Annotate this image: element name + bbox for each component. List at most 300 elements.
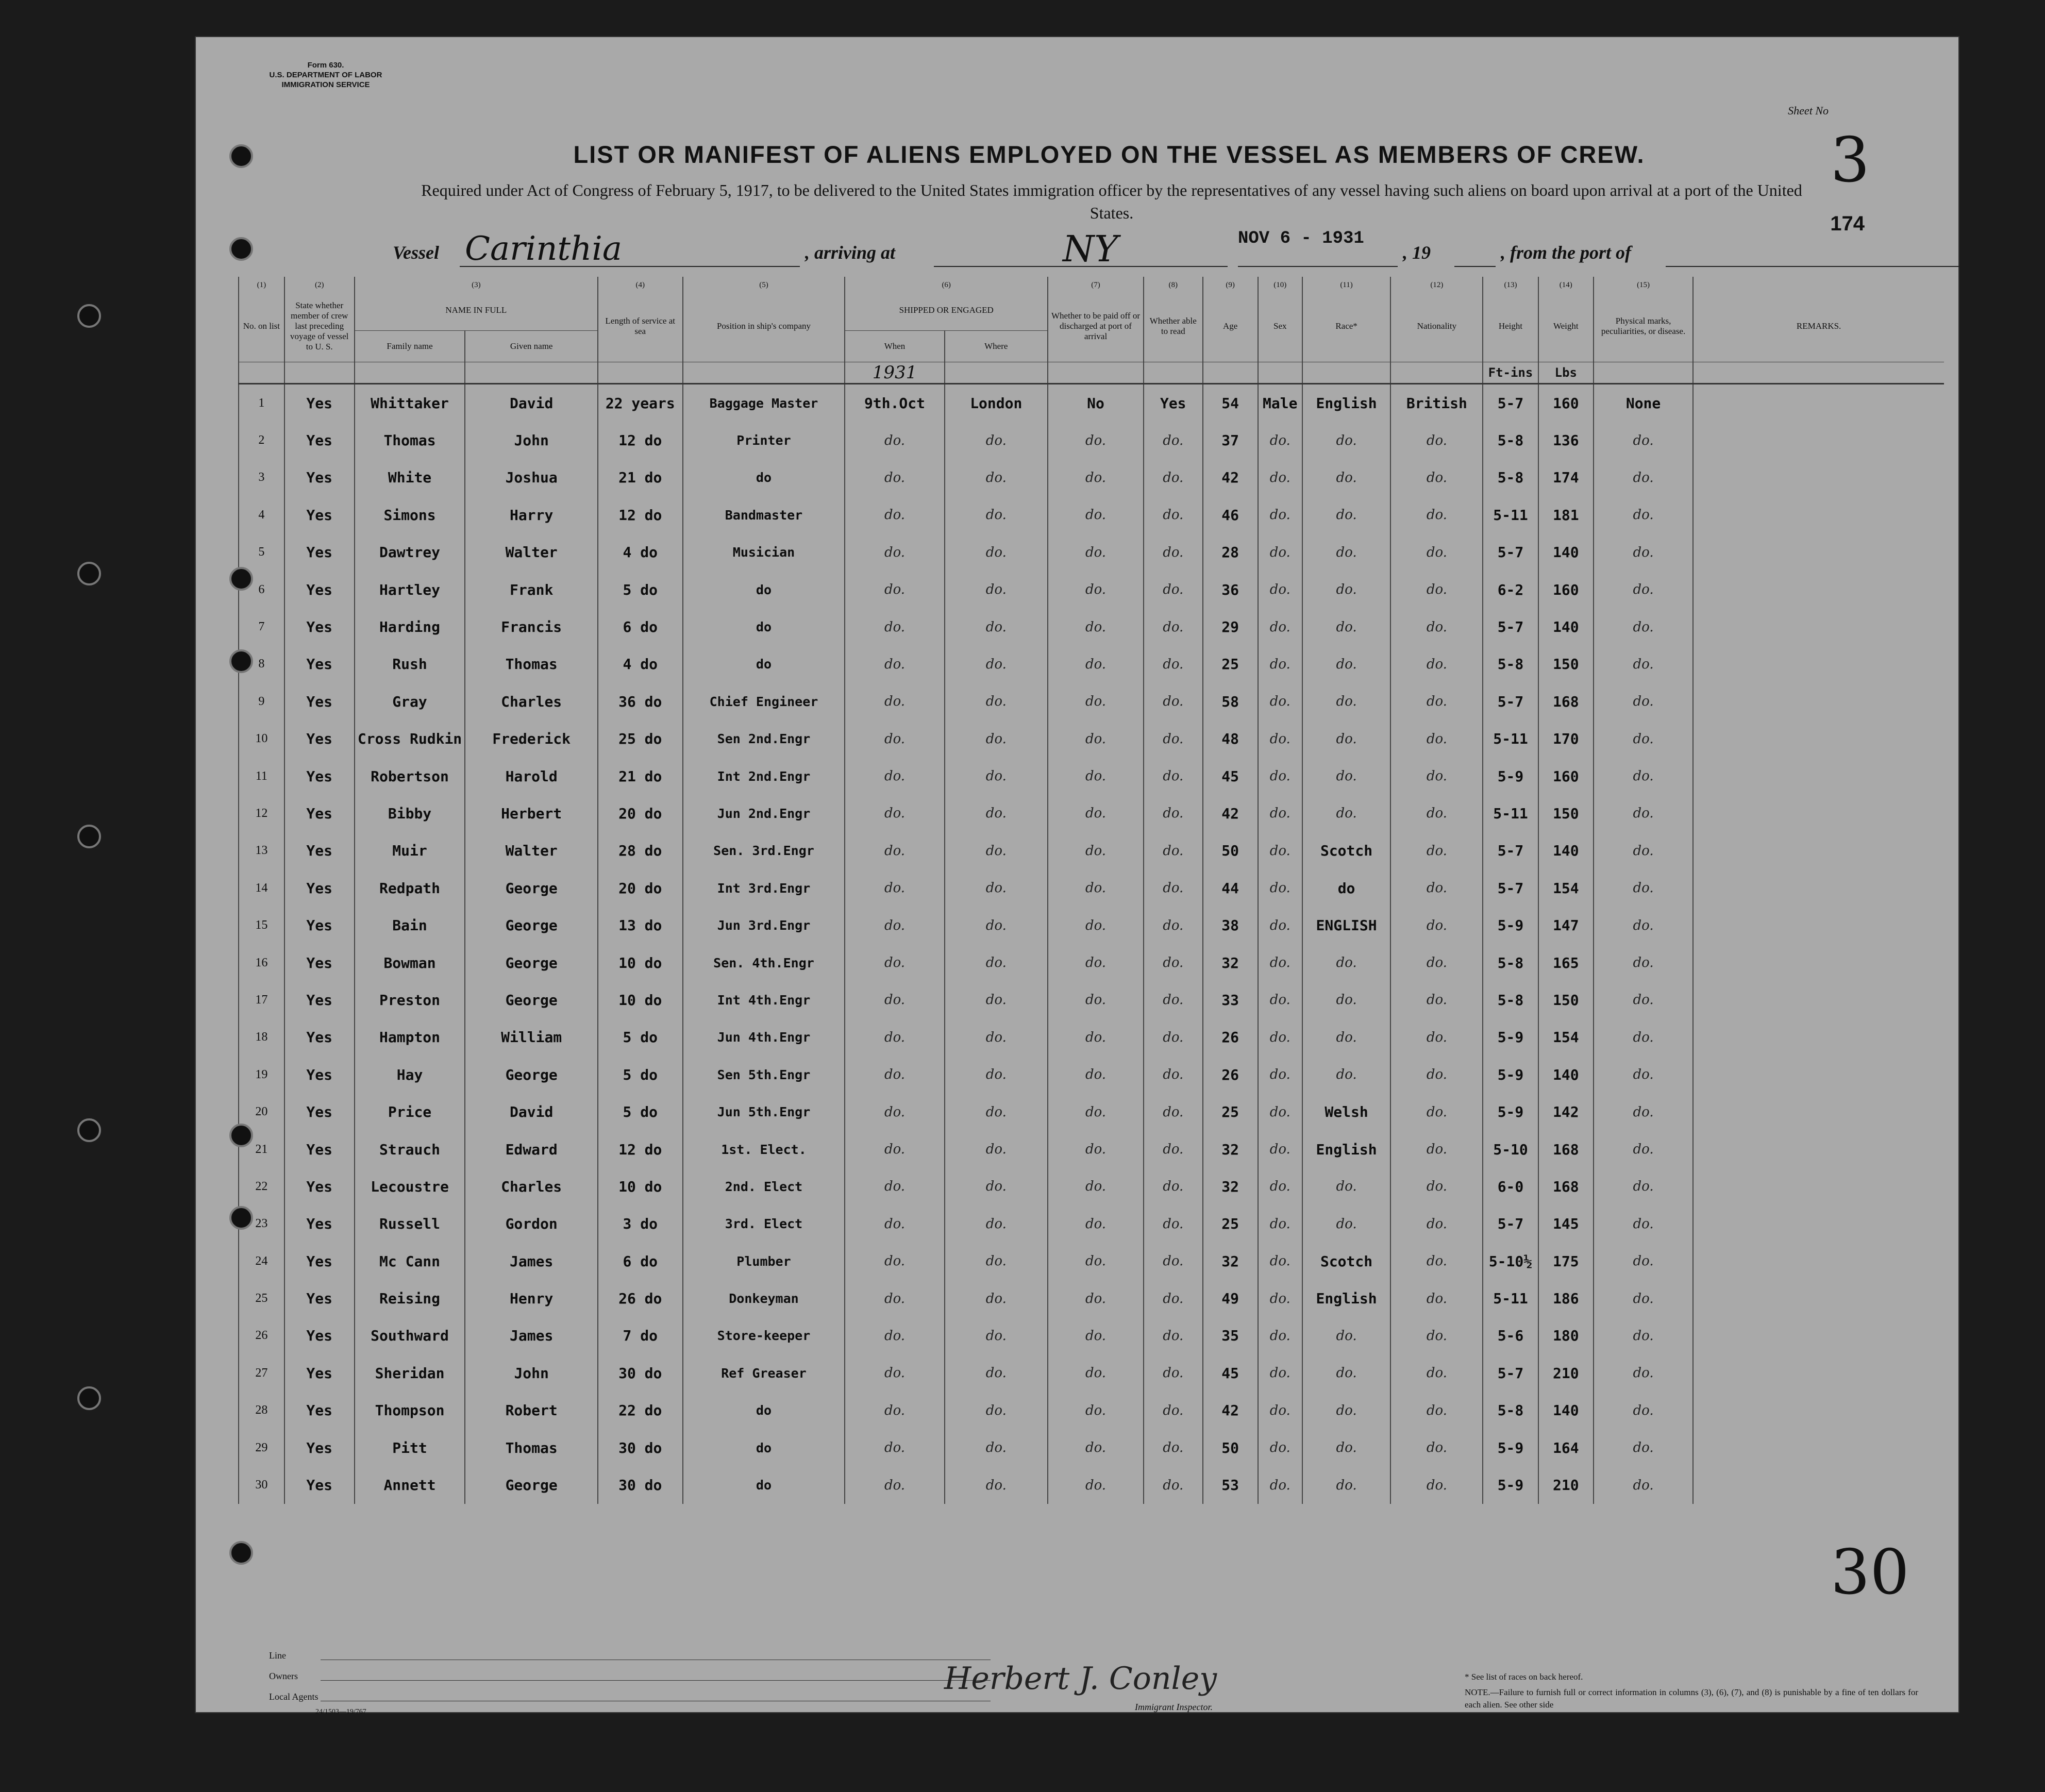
cell-weight: 180	[1538, 1317, 1594, 1354]
cell-weight: 164	[1538, 1429, 1594, 1466]
cell-marks: do.	[1594, 944, 1693, 981]
cell-read: do.	[1144, 944, 1202, 981]
table-row	[239, 422, 1944, 459]
cell-no: 14	[239, 869, 284, 907]
cell-age: 45	[1203, 758, 1258, 795]
cell-given: George	[465, 869, 598, 907]
cell-marks: do.	[1594, 795, 1693, 832]
inspector-signature: Herbert J. Conley	[944, 1661, 1217, 1697]
cell-sex: do.	[1258, 981, 1302, 1018]
manifest-sheet	[195, 36, 1959, 1716]
cell-crew: Yes	[284, 1093, 355, 1130]
cell-when: do.	[845, 1168, 944, 1205]
cell-height: 5-7	[1483, 869, 1538, 907]
cell-where: do.	[945, 459, 1048, 496]
cell-no: 5	[239, 534, 284, 571]
table-row	[239, 1280, 1944, 1317]
cell-position: do	[683, 1429, 845, 1466]
cell-family: Bain	[355, 907, 465, 944]
header-when: When	[845, 331, 944, 362]
cell-race: do.	[1302, 1056, 1391, 1093]
cell-length: 12 do	[598, 422, 683, 459]
col-num-9: (9)	[1203, 277, 1258, 290]
cell-marks: do.	[1594, 496, 1693, 533]
cell-remarks	[1693, 907, 1944, 944]
cell-no: 11	[239, 758, 284, 795]
cell-height: 5-7	[1483, 683, 1538, 720]
cell-race: ENGLISH	[1302, 907, 1391, 944]
cell-length: 5 do	[598, 1019, 683, 1056]
cell-when: do.	[845, 1019, 944, 1056]
cell-when: do.	[845, 422, 944, 459]
cell-family: Sheridan	[355, 1354, 465, 1392]
cell-when: do.	[845, 1466, 944, 1503]
cell-paid: do.	[1048, 1280, 1144, 1317]
cell-marks: do.	[1594, 721, 1693, 758]
cell-height: 5-9	[1483, 1429, 1538, 1466]
cell-read: do.	[1144, 608, 1202, 645]
cell-when: do.	[845, 721, 944, 758]
cell-when: do.	[845, 608, 944, 645]
cell-read: do.	[1144, 832, 1202, 869]
cell-height: 5-9	[1483, 1466, 1538, 1503]
header-height: Height	[1483, 290, 1538, 362]
cell-nationality: do.	[1390, 1243, 1483, 1280]
cell-when: do.	[845, 571, 944, 608]
binder-hole	[229, 1541, 253, 1565]
cell-where: do.	[945, 907, 1048, 944]
cell-crew: Yes	[284, 1392, 355, 1429]
cell-age: 25	[1203, 1205, 1258, 1243]
cell-marks: do.	[1594, 608, 1693, 645]
cell-family: Hampton	[355, 1019, 465, 1056]
cell-remarks	[1693, 1019, 1944, 1056]
cell-where: do.	[945, 1019, 1048, 1056]
cell-no: 1	[239, 384, 284, 422]
col-num-8: (8)	[1144, 277, 1202, 290]
cell-paid: do.	[1048, 1466, 1144, 1503]
cell-no: 25	[239, 1280, 284, 1317]
cell-sex: do.	[1258, 683, 1302, 720]
cell-when: do.	[845, 459, 944, 496]
cell-age: 32	[1203, 1168, 1258, 1205]
cell-length: 22 do	[598, 1392, 683, 1429]
col-num-12: (12)	[1390, 277, 1483, 290]
col-num-1: (1)	[239, 277, 284, 290]
cell-given: Francis	[465, 608, 598, 645]
binder-hole	[229, 1206, 253, 1230]
cell-height: 6-0	[1483, 1168, 1538, 1205]
cell-crew: Yes	[284, 721, 355, 758]
cell-crew: Yes	[284, 1168, 355, 1205]
cell-nationality: do.	[1390, 1056, 1483, 1093]
header-age: Age	[1203, 290, 1258, 362]
cell-crew: Yes	[284, 571, 355, 608]
table-row	[239, 721, 1944, 758]
cell-marks: do.	[1594, 907, 1693, 944]
cell-paid: do.	[1048, 832, 1144, 869]
cell-race: do.	[1302, 1466, 1391, 1503]
cell-length: 25 do	[598, 721, 683, 758]
cell-sex: do.	[1258, 795, 1302, 832]
cell-race: do.	[1302, 422, 1391, 459]
header-where: Where	[945, 331, 1048, 362]
cell-weight: 170	[1538, 721, 1594, 758]
cell-remarks	[1693, 1205, 1944, 1243]
cell-weight: 140	[1538, 534, 1594, 571]
cell-no: 26	[239, 1317, 284, 1354]
cell-paid: do.	[1048, 571, 1144, 608]
cell-age: 28	[1203, 534, 1258, 571]
cell-height: 5-11	[1483, 1280, 1538, 1317]
cell-age: 25	[1203, 646, 1258, 683]
cell-no: 2	[239, 422, 284, 459]
cell-given: John	[465, 1354, 598, 1392]
cell-remarks	[1693, 721, 1944, 758]
vessel-name: Carinthia	[465, 230, 622, 268]
cell-race: do.	[1302, 459, 1391, 496]
cell-race: Welsh	[1302, 1093, 1391, 1130]
cell-age: 26	[1203, 1019, 1258, 1056]
cell-weight: 154	[1538, 869, 1594, 907]
cell-race: do.	[1302, 1168, 1391, 1205]
cell-age: 44	[1203, 869, 1258, 907]
cell-age: 35	[1203, 1317, 1258, 1354]
cell-position: do	[683, 608, 845, 645]
cell-position: Bandmaster	[683, 496, 845, 533]
cell-crew: Yes	[284, 944, 355, 981]
table-row	[239, 1243, 1944, 1280]
col-num-11: (11)	[1302, 277, 1391, 290]
cell-age: 58	[1203, 683, 1258, 720]
header-nationality: Nationality	[1390, 290, 1483, 362]
binder-hole	[229, 144, 253, 168]
cell-family: Robertson	[355, 758, 465, 795]
table-row	[239, 832, 1944, 869]
crew-manifest-table	[238, 277, 1944, 1504]
cell-weight: 160	[1538, 571, 1594, 608]
cell-age: 53	[1203, 1466, 1258, 1503]
binder-hole	[229, 1124, 253, 1147]
cell-weight: 210	[1538, 1354, 1594, 1392]
cell-family: Harding	[355, 608, 465, 645]
cell-remarks	[1693, 384, 1944, 422]
cell-no: 18	[239, 1019, 284, 1056]
cell-position: Jun 4th.Engr	[683, 1019, 845, 1056]
races-footnote: * See list of races on back hereof.	[1465, 1672, 1583, 1682]
cell-family: Russell	[355, 1205, 465, 1243]
cell-when: do.	[845, 1392, 944, 1429]
cell-weight: 165	[1538, 944, 1594, 981]
binder-hole	[77, 1118, 101, 1142]
cell-race: do.	[1302, 1317, 1391, 1354]
cell-family: Reising	[355, 1280, 465, 1317]
cell-race: do.	[1302, 571, 1391, 608]
page-reference-number: 174	[1830, 212, 1865, 235]
arriving-port: NY	[1063, 228, 1118, 270]
cell-remarks	[1693, 459, 1944, 496]
cell-length: 26 do	[598, 1280, 683, 1317]
cell-marks: do.	[1594, 1317, 1693, 1354]
cell-remarks	[1693, 1168, 1944, 1205]
manifest-footer	[238, 1645, 1944, 1722]
table-row	[239, 496, 1944, 533]
header-crew-last-voyage: State whether member of crew last preceding voyage of vessel to U. S.	[284, 290, 355, 362]
col-num-14: (14)	[1538, 277, 1594, 290]
cell-nationality: do.	[1390, 1466, 1483, 1503]
year-underline	[1454, 266, 1496, 267]
cell-race: do.	[1302, 944, 1391, 981]
cell-when: 9th.Oct	[845, 384, 944, 422]
cell-when: do.	[845, 1243, 944, 1280]
cell-given: Edward	[465, 1131, 598, 1168]
cell-race: Scotch	[1302, 1243, 1391, 1280]
cell-nationality: do.	[1390, 1168, 1483, 1205]
cell-family: Muir	[355, 832, 465, 869]
cell-remarks	[1693, 944, 1944, 981]
cell-length: 7 do	[598, 1317, 683, 1354]
cell-read: do.	[1144, 1056, 1202, 1093]
cell-sex: do.	[1258, 571, 1302, 608]
cell-marks: do.	[1594, 1131, 1693, 1168]
cell-crew: Yes	[284, 758, 355, 795]
cell-race: do.	[1302, 1354, 1391, 1392]
cell-family: Thomas	[355, 422, 465, 459]
cell-length: 28 do	[598, 832, 683, 869]
cell-read: do.	[1144, 1280, 1202, 1317]
cell-nationality: do.	[1390, 1131, 1483, 1168]
cell-length: 5 do	[598, 1093, 683, 1130]
cell-given: George	[465, 1466, 598, 1503]
cell-remarks	[1693, 646, 1944, 683]
cell-given: William	[465, 1019, 598, 1056]
cell-when: do.	[845, 496, 944, 533]
cell-position: do	[683, 646, 845, 683]
cell-where: do.	[945, 981, 1048, 1018]
cell-race: English	[1302, 1280, 1391, 1317]
cell-where: do.	[945, 571, 1048, 608]
cell-read: do.	[1144, 907, 1202, 944]
table-row	[239, 869, 1944, 907]
cell-paid: do.	[1048, 1056, 1144, 1093]
cell-height: 5-9	[1483, 907, 1538, 944]
cell-length: 10 do	[598, 944, 683, 981]
vessel-label: Vessel	[393, 242, 439, 263]
cell-remarks	[1693, 981, 1944, 1018]
cell-nationality: do.	[1390, 1280, 1483, 1317]
table-row	[239, 459, 1944, 496]
arriving-label: , arriving at	[805, 242, 896, 263]
cell-weight: 147	[1538, 907, 1594, 944]
cell-given: Joshua	[465, 459, 598, 496]
cell-position: Int 2nd.Engr	[683, 758, 845, 795]
cell-length: 21 do	[598, 459, 683, 496]
cell-height: 5-8	[1483, 1392, 1538, 1429]
cell-given: Henry	[465, 1280, 598, 1317]
footer-agents-label: Local Agents	[269, 1691, 319, 1702]
service-name: IMMIGRATION SERVICE	[281, 80, 370, 89]
cell-where: do.	[945, 1093, 1048, 1130]
col-num-4: (4)	[598, 277, 683, 290]
cell-paid: do.	[1048, 534, 1144, 571]
binder-hole	[229, 567, 253, 591]
header-shipped-or-engaged: SHIPPED OR ENGAGED	[845, 290, 1048, 331]
cell-family: Southward	[355, 1317, 465, 1354]
cell-given: Herbert	[465, 795, 598, 832]
cell-marks: do.	[1594, 1280, 1693, 1317]
cell-family: Pitt	[355, 1429, 465, 1466]
col-num-13: (13)	[1483, 277, 1538, 290]
cell-remarks	[1693, 571, 1944, 608]
cell-paid: do.	[1048, 496, 1144, 533]
cell-no: 27	[239, 1354, 284, 1392]
cell-height: 5-10½	[1483, 1243, 1538, 1280]
binder-hole	[77, 304, 101, 328]
table-row	[239, 384, 1944, 422]
cell-given: George	[465, 944, 598, 981]
cell-given: David	[465, 1093, 598, 1130]
cell-family: Simons	[355, 496, 465, 533]
cell-remarks	[1693, 1131, 1944, 1168]
cell-sex: do.	[1258, 646, 1302, 683]
cell-sex: do.	[1258, 1392, 1302, 1429]
cell-marks: do.	[1594, 1243, 1693, 1280]
cell-age: 38	[1203, 907, 1258, 944]
cell-crew: Yes	[284, 422, 355, 459]
cell-read: do.	[1144, 1466, 1202, 1503]
cell-no: 29	[239, 1429, 284, 1466]
cell-weight: 150	[1538, 981, 1594, 1018]
cell-family: Bowman	[355, 944, 465, 981]
cell-weight: 140	[1538, 608, 1594, 645]
cell-where: London	[945, 384, 1048, 422]
cell-where: do.	[945, 683, 1048, 720]
cell-paid: No	[1048, 384, 1144, 422]
cell-family: Bibby	[355, 795, 465, 832]
cell-height: 5-9	[1483, 1019, 1538, 1056]
table-row	[239, 646, 1944, 683]
cell-crew: Yes	[284, 459, 355, 496]
table-row	[239, 608, 1944, 645]
cell-family: Gray	[355, 683, 465, 720]
cell-when: do.	[845, 981, 944, 1018]
cell-given: George	[465, 981, 598, 1018]
year-label: , 19	[1403, 242, 1431, 263]
cell-when: do.	[845, 534, 944, 571]
cell-when: do.	[845, 1429, 944, 1466]
cell-race: do.	[1302, 683, 1391, 720]
cell-family: Rush	[355, 646, 465, 683]
col-num-10: (10)	[1258, 277, 1302, 290]
table-row	[239, 1019, 1944, 1056]
cell-weight: 210	[1538, 1466, 1594, 1503]
cell-age: 50	[1203, 1429, 1258, 1466]
cell-nationality: do.	[1390, 981, 1483, 1018]
cell-where: do.	[945, 1466, 1048, 1503]
cell-family: Preston	[355, 981, 465, 1018]
cell-no: 3	[239, 459, 284, 496]
cell-crew: Yes	[284, 1317, 355, 1354]
cell-paid: do.	[1048, 1131, 1144, 1168]
table-row	[239, 1317, 1944, 1354]
cell-position: Sen 2nd.Engr	[683, 721, 845, 758]
cell-remarks	[1693, 534, 1944, 571]
cell-race: do.	[1302, 795, 1391, 832]
cell-where: do.	[945, 1317, 1048, 1354]
cell-nationality: do.	[1390, 646, 1483, 683]
cell-age: 33	[1203, 981, 1258, 1018]
header-length-of-service: Length of service at sea	[598, 290, 683, 362]
cell-where: do.	[945, 1168, 1048, 1205]
cell-marks: do.	[1594, 869, 1693, 907]
cell-where: do.	[945, 758, 1048, 795]
cell-read: do.	[1144, 459, 1202, 496]
table-row	[239, 1056, 1944, 1093]
cell-position: Jun 2nd.Engr	[683, 795, 845, 832]
inspector-title: Immigrant Inspector.	[1135, 1702, 1213, 1712]
cell-read: do.	[1144, 683, 1202, 720]
cell-no: 24	[239, 1243, 284, 1280]
cell-sex: do.	[1258, 758, 1302, 795]
cell-where: do.	[945, 608, 1048, 645]
cell-family: Whittaker	[355, 384, 465, 422]
cell-sex: do.	[1258, 1205, 1302, 1243]
cell-nationality: do.	[1390, 1354, 1483, 1392]
cell-paid: do.	[1048, 646, 1144, 683]
cell-paid: do.	[1048, 608, 1144, 645]
cell-marks: do.	[1594, 534, 1693, 571]
cell-paid: do.	[1048, 1317, 1144, 1354]
cell-height: 5-9	[1483, 758, 1538, 795]
vessel-line	[372, 228, 1970, 270]
cell-race: do.	[1302, 721, 1391, 758]
cell-marks: do.	[1594, 422, 1693, 459]
cell-nationality: do.	[1390, 459, 1483, 496]
cell-height: 5-9	[1483, 1093, 1538, 1130]
cell-length: 20 do	[598, 795, 683, 832]
cell-where: do.	[945, 422, 1048, 459]
cell-paid: do.	[1048, 422, 1144, 459]
cell-race: do.	[1302, 496, 1391, 533]
cell-where: do.	[945, 1429, 1048, 1466]
cell-height: 5-8	[1483, 646, 1538, 683]
cell-where: do.	[945, 1354, 1048, 1392]
cell-when: do.	[845, 1131, 944, 1168]
cell-where: do.	[945, 721, 1048, 758]
cell-no: 4	[239, 496, 284, 533]
cell-sex: do.	[1258, 1093, 1302, 1130]
cell-nationality: do.	[1390, 1019, 1483, 1056]
cell-crew: Yes	[284, 1205, 355, 1243]
cell-crew: Yes	[284, 907, 355, 944]
cell-race: do.	[1302, 534, 1391, 571]
table-row	[239, 981, 1944, 1018]
cell-length: 6 do	[598, 608, 683, 645]
cell-sex: do.	[1258, 422, 1302, 459]
cell-weight: 140	[1538, 1392, 1594, 1429]
cell-age: 25	[1203, 1093, 1258, 1130]
cell-sex: do.	[1258, 1280, 1302, 1317]
binder-hole	[77, 1386, 101, 1410]
cell-when: do.	[845, 1317, 944, 1354]
cell-family: Price	[355, 1093, 465, 1130]
cell-position: Plumber	[683, 1243, 845, 1280]
cell-position: Int 4th.Engr	[683, 981, 845, 1018]
cell-sex: do.	[1258, 1429, 1302, 1466]
cell-sex: do.	[1258, 1466, 1302, 1503]
col-num-6: (6)	[845, 277, 1048, 290]
cell-length: 4 do	[598, 646, 683, 683]
